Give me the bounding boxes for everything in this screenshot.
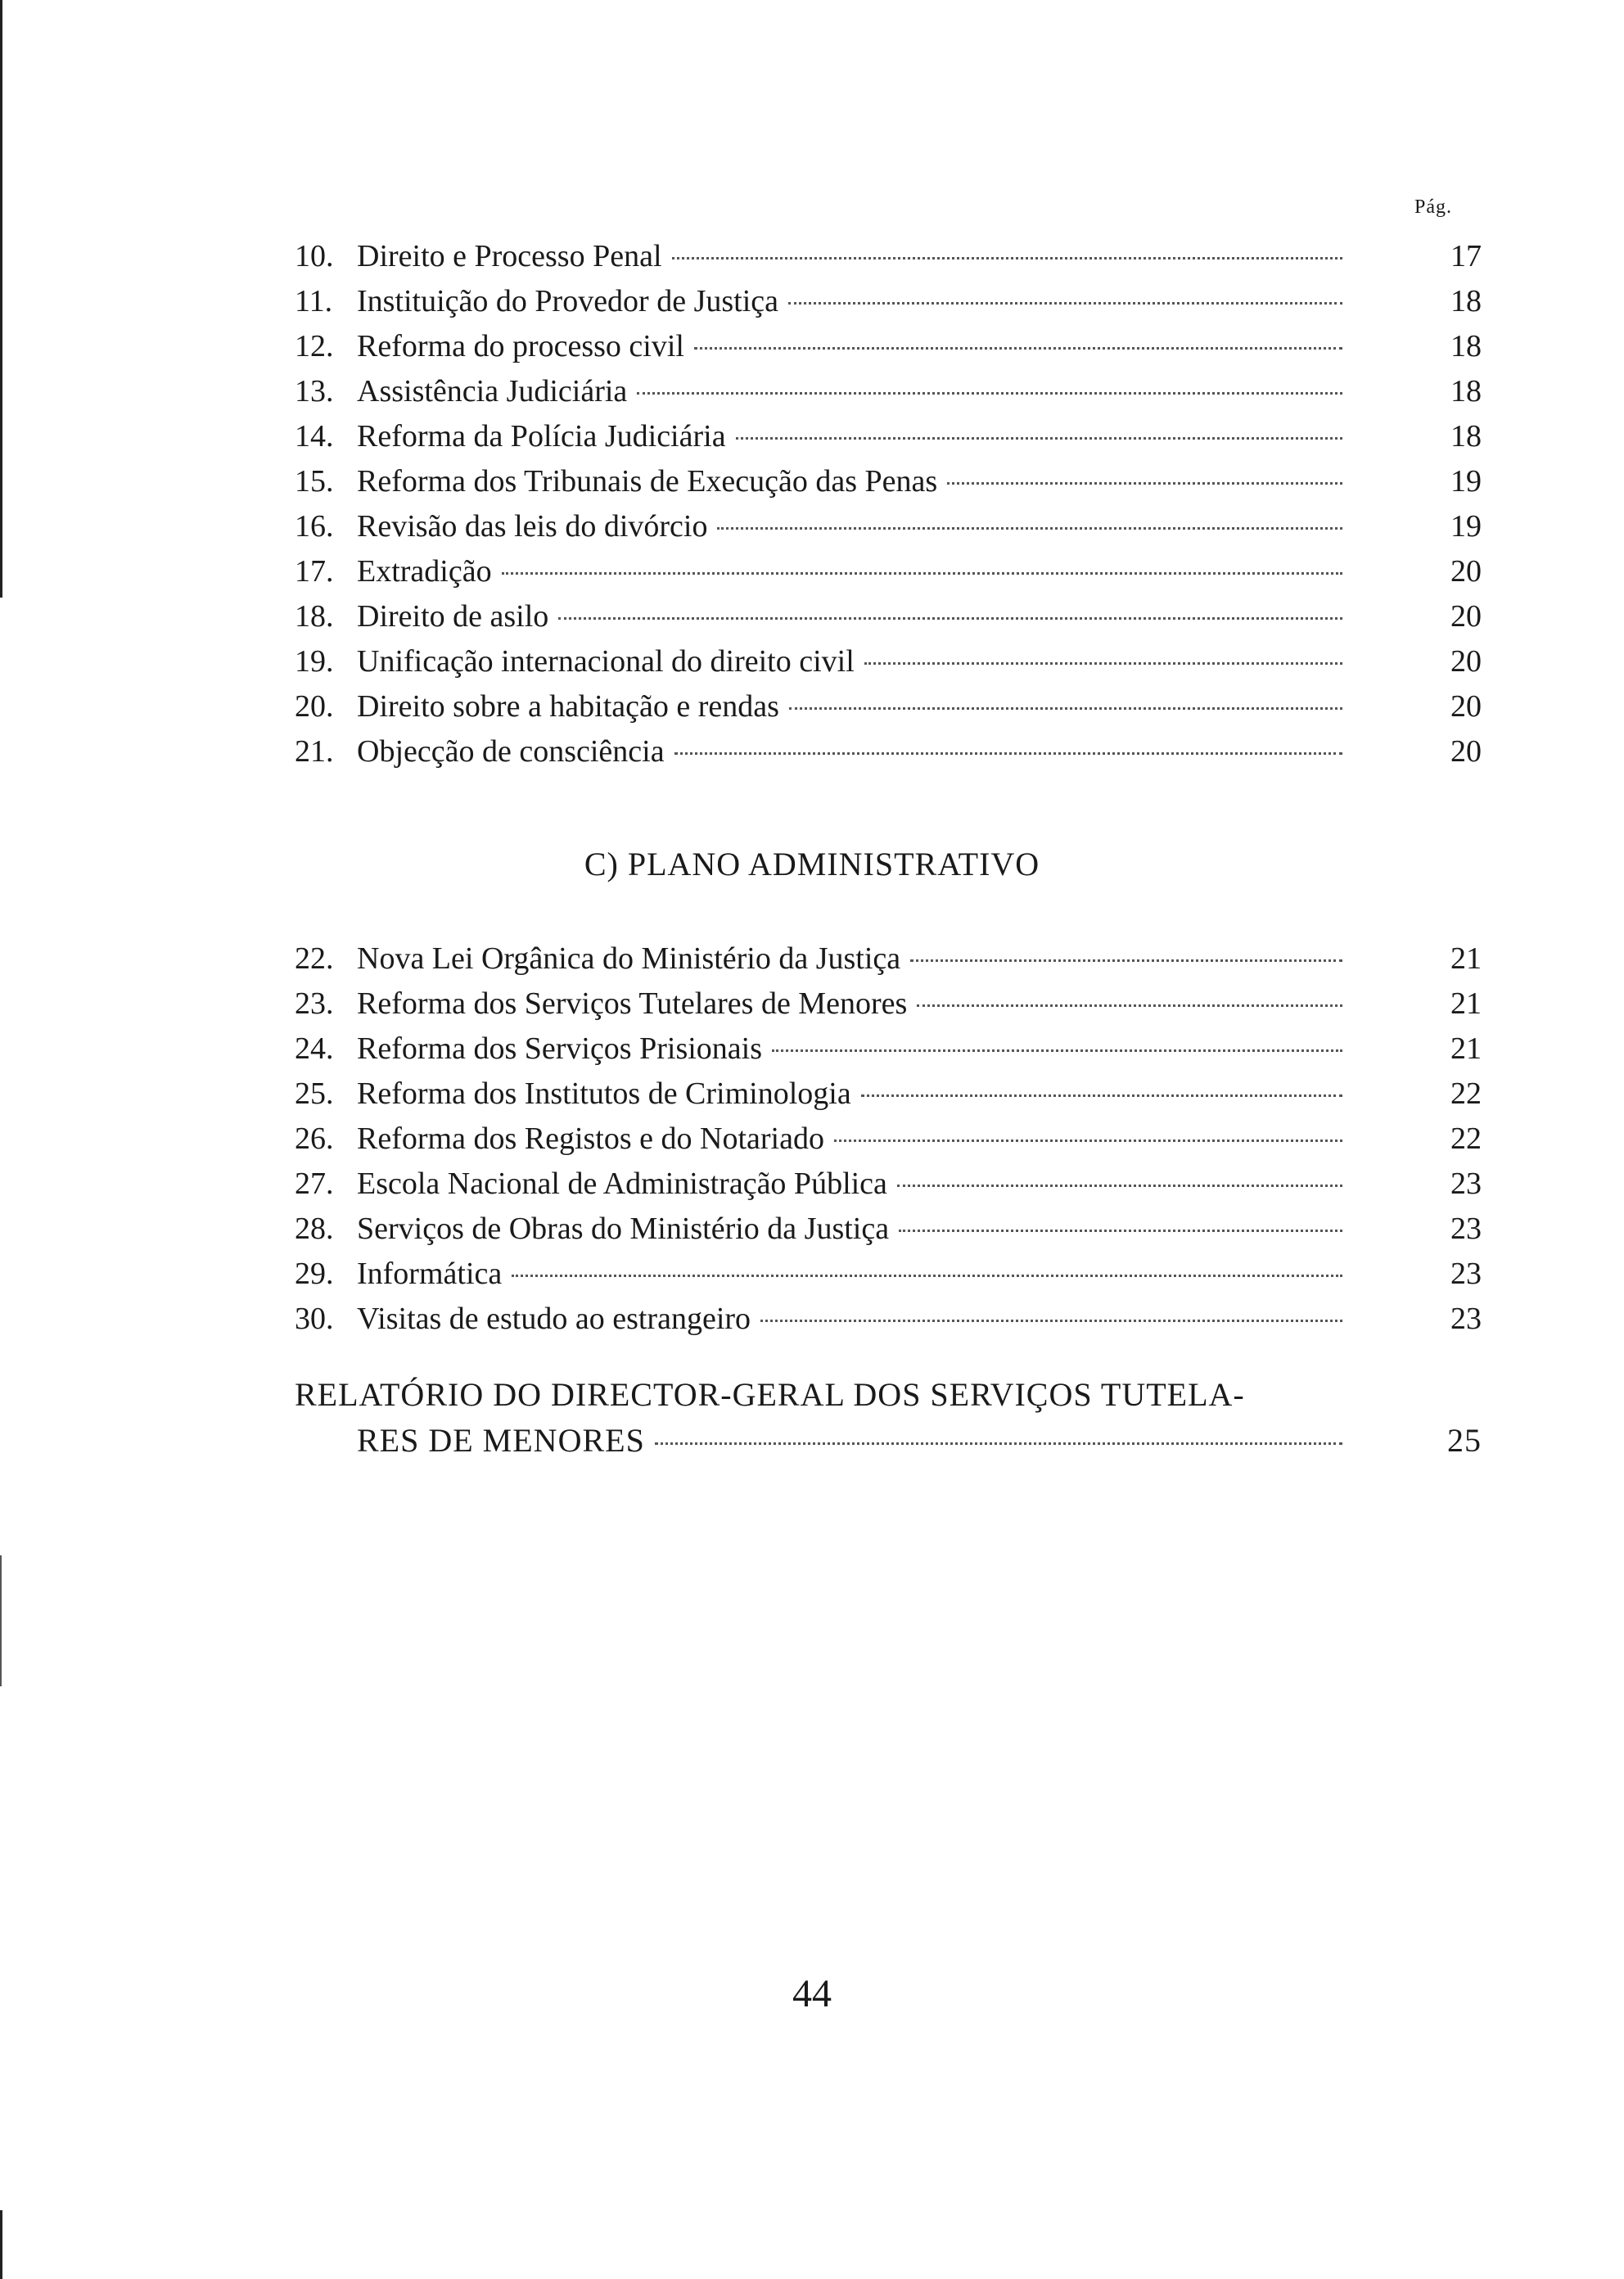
toc-entry-number: 23.: [295, 986, 334, 1021]
page-column-label: Pág.: [1414, 196, 1452, 218]
toc-entry-number: 28.: [295, 1212, 334, 1246]
toc-entry-number: 14.: [295, 419, 334, 454]
dot-leader: [834, 1140, 1342, 1142]
toc-entry-page: 21: [1450, 986, 1482, 1021]
dot-leader: [502, 572, 1342, 575]
toc-entry-title: Direito de asilo: [357, 599, 549, 634]
toc-entry-number: 25.: [295, 1076, 334, 1111]
toc-entry-title: Visitas de estudo ao estrangeiro: [357, 1302, 751, 1336]
dot-leader: [899, 1230, 1342, 1232]
toc-entry-number: 17.: [295, 554, 334, 589]
toc-entry-page: 21: [1450, 1031, 1482, 1066]
toc-entry-page: 19: [1450, 464, 1482, 499]
toc-entry: [295, 1297, 1482, 1342]
report-title-line1: RELATÓRIO DO DIRECTOR-GERAL DOS SERVIÇOS TUTELA-: [295, 1376, 1245, 1413]
toc-entry: [295, 982, 1482, 1027]
toc-entry-page: 20: [1450, 644, 1482, 679]
toc-entry-title: Escola Nacional de Administração Pública: [357, 1167, 887, 1201]
toc-entry-number: 24.: [295, 1031, 334, 1066]
dot-leader: [655, 1442, 1342, 1445]
toc-entry-title: Reforma dos Tribunais de Execução das Penas: [357, 464, 938, 499]
toc-entry-number: 12.: [295, 329, 334, 363]
toc-entry-number: 21.: [295, 734, 334, 769]
dot-leader: [897, 1185, 1342, 1187]
toc-entry: [295, 729, 1482, 774]
toc-entry-number: 26.: [295, 1121, 334, 1156]
toc-entry-number: 29.: [295, 1257, 334, 1291]
dot-leader: [861, 1094, 1342, 1097]
toc-entry-number: 19.: [295, 644, 334, 679]
dot-leader: [672, 257, 1342, 259]
toc-list-section-c: [295, 936, 1482, 1342]
toc-entry: [295, 324, 1482, 369]
toc-entry: [295, 684, 1482, 729]
toc-entry: [295, 639, 1482, 684]
page-number: 44: [792, 1972, 832, 2015]
dot-leader: [694, 347, 1342, 350]
toc-entry: [295, 549, 1482, 594]
toc-entry-title: Informática: [357, 1257, 503, 1291]
toc-entry-title: Instituição do Provedor de Justiça: [357, 284, 779, 318]
dot-leader: [760, 1320, 1342, 1322]
toc-entry-title: Direito sobre a habitação e rendas: [357, 689, 779, 724]
toc-entry-page: 22: [1450, 1076, 1482, 1111]
dot-leader: [637, 392, 1342, 395]
toc-entry-page: 18: [1450, 419, 1482, 454]
toc-entry-number: 27.: [295, 1167, 334, 1201]
dot-leader: [864, 662, 1342, 665]
toc-entry: [295, 504, 1482, 549]
dot-leader: [947, 482, 1342, 485]
report-page: 25: [1447, 1422, 1482, 1459]
toc-entry-page: 19: [1450, 509, 1482, 544]
toc-entry-page: 20: [1450, 734, 1482, 769]
toc-entry: [295, 1252, 1482, 1297]
toc-entry-title: Extradição: [357, 554, 492, 589]
toc-entry-title: Reforma dos Institutos de Criminologia: [357, 1076, 851, 1111]
toc-entry-number: 11.: [295, 284, 333, 318]
dot-leader: [788, 302, 1342, 305]
dot-leader: [789, 707, 1342, 710]
toc-entry-title: Direito e Processo Penal: [357, 239, 662, 273]
toc-entry: [295, 234, 1482, 279]
toc-entry-number: 22.: [295, 941, 334, 976]
toc-entry: [295, 369, 1482, 414]
toc-entry: [295, 1162, 1482, 1207]
dot-leader: [717, 527, 1342, 530]
toc-entry-title: Reforma da Polícia Judiciária: [357, 419, 726, 454]
toc-entry: [295, 1117, 1482, 1162]
toc-entry-title: Reforma dos Serviços Tutelares de Menores: [357, 986, 908, 1021]
toc-entry: [295, 414, 1482, 459]
page-edge-line: [0, 1555, 2, 1686]
toc-entry-number: 10.: [295, 239, 334, 273]
dot-leader: [558, 617, 1342, 620]
toc-entry-page: 17: [1450, 239, 1482, 273]
dot-leader: [736, 437, 1342, 440]
toc-entry-title: Reforma dos Registos e do Notariado: [357, 1121, 824, 1156]
toc-entry-number: 18.: [295, 599, 334, 634]
toc-entry-title: Unificação internacional do direito civil: [357, 644, 855, 679]
dot-leader: [674, 752, 1342, 755]
toc-entry-page: 20: [1450, 554, 1482, 589]
toc-entry-number: 15.: [295, 464, 334, 499]
toc-entry-title: Reforma do processo civil: [357, 329, 684, 363]
page-edge-line: [0, 2210, 2, 2279]
toc-entry-number: 30.: [295, 1302, 334, 1336]
dot-leader: [772, 1049, 1342, 1052]
report-title-line2: RES DE MENORES: [357, 1422, 645, 1459]
toc-entry: [295, 1027, 1482, 1072]
toc-entry-number: 13.: [295, 374, 334, 408]
toc-entry-number: 16.: [295, 509, 334, 544]
toc-entry-page: 22: [1450, 1121, 1482, 1156]
toc-entry-page: 18: [1450, 284, 1482, 318]
toc-entry-title: Objecção de consciência: [357, 734, 665, 769]
dot-leader: [512, 1275, 1342, 1277]
toc-entry-page: 23: [1450, 1257, 1482, 1291]
toc-entry-page: 20: [1450, 689, 1482, 724]
toc-list-section-b: [295, 234, 1482, 774]
toc-entry-title: Revisão das leis do divórcio: [357, 509, 708, 544]
toc-entry-page: 23: [1450, 1212, 1482, 1246]
toc-entry: [295, 1072, 1482, 1117]
section-heading: C) PLANO ADMINISTRATIVO: [584, 846, 1040, 882]
toc-entry-page: 21: [1450, 941, 1482, 976]
toc-entry-title: Reforma dos Serviços Prisionais: [357, 1031, 763, 1066]
toc-entry-title: Nova Lei Orgânica do Ministério da Justiça: [357, 941, 901, 976]
dot-leader: [917, 1004, 1342, 1007]
toc-entry-page: 23: [1450, 1167, 1482, 1201]
dot-leader: [910, 959, 1342, 962]
toc-entry: [295, 594, 1482, 639]
toc-entry-number: 20.: [295, 689, 334, 724]
toc-entry: [295, 459, 1482, 504]
toc-entry-title: Assistência Judiciária: [357, 374, 628, 408]
toc-entry-page: 18: [1450, 374, 1482, 408]
page-edge-line: [0, 0, 2, 598]
toc-entry-title: Serviços de Obras do Ministério da Justiça: [357, 1212, 890, 1246]
toc-entry-page: 20: [1450, 599, 1482, 634]
toc-entry: [295, 936, 1482, 982]
report-entry: [295, 1372, 1482, 1464]
toc-entry: [295, 1207, 1482, 1252]
toc-entry: [295, 279, 1482, 324]
toc-entry-page: 18: [1450, 329, 1482, 363]
toc-entry-page: 23: [1450, 1302, 1482, 1336]
report-title-line2-row: [295, 1418, 1482, 1464]
